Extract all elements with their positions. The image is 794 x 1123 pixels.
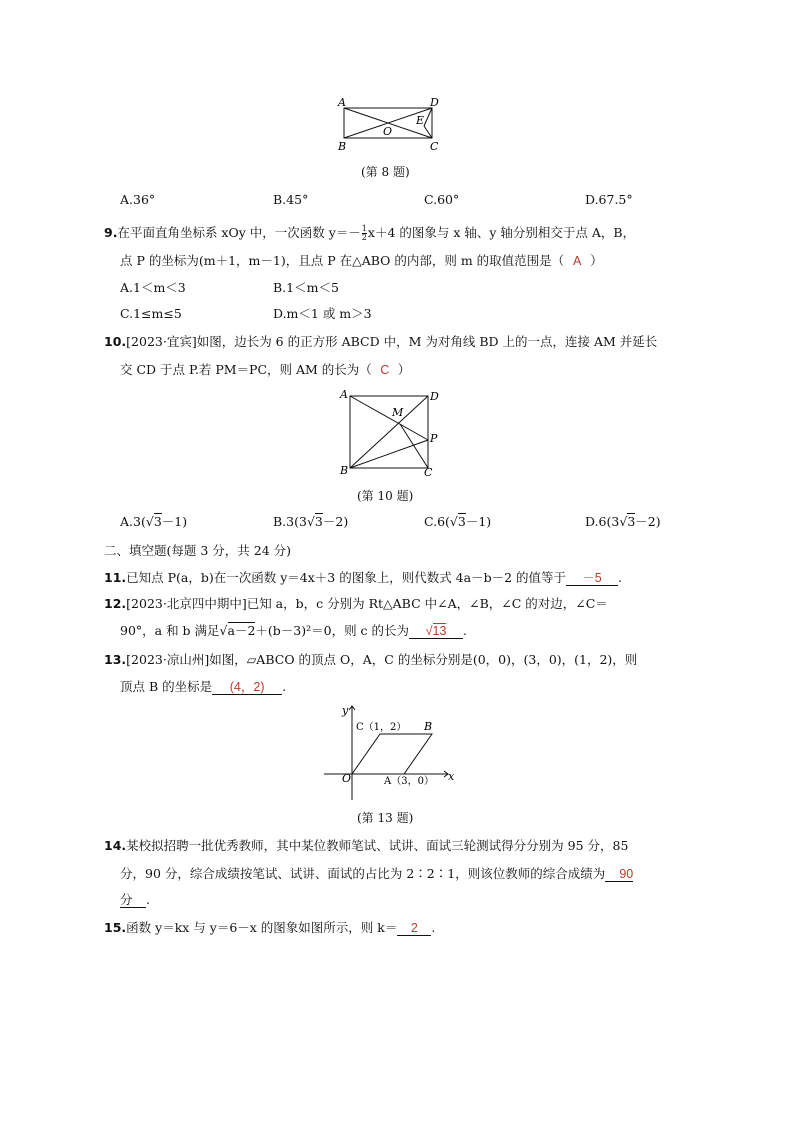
q13-line1 bbox=[104, 654, 637, 667]
q9-line1 bbox=[104, 225, 635, 242]
option-b-pre: B.3(3 bbox=[273, 514, 307, 529]
option-d-post: －2) bbox=[635, 514, 661, 529]
diagonal-bd bbox=[350, 396, 428, 468]
q8-option-c: C.60° bbox=[424, 192, 460, 207]
caption-fig13: (第 13 题) bbox=[357, 811, 414, 825]
q14-text: 某校拟招聘一批优秀教师，其中某位教师笔试、试讲、面试三轮测试得分分别为 95 分，85 bbox=[126, 838, 629, 853]
q13-end: . bbox=[282, 679, 287, 694]
figure-13 bbox=[318, 700, 460, 804]
q11-end: . bbox=[618, 570, 623, 585]
q14-line2 bbox=[120, 868, 633, 882]
q12-number: 12. bbox=[104, 596, 127, 611]
q13-number: 13. bbox=[104, 652, 127, 667]
label-b: B bbox=[340, 464, 349, 477]
q8-option-d: D.67.5° bbox=[585, 192, 633, 207]
q12-text: [2023·北京四中期中]已知 a，b，c 分别为 Rt△ABC 中∠A，∠B，∠C 的对边，∠C＝ bbox=[126, 596, 608, 611]
option-c-post: －1) bbox=[465, 514, 492, 529]
option-a-rad: 3 bbox=[153, 514, 162, 529]
q9-line2 bbox=[120, 255, 603, 268]
q8-option-a: A.36° bbox=[120, 192, 156, 207]
q11-line bbox=[104, 572, 622, 586]
label-o: O bbox=[342, 772, 352, 785]
segment-bp bbox=[350, 440, 428, 468]
sqrt-icon: √ bbox=[306, 514, 315, 529]
q10-option-a bbox=[120, 516, 187, 529]
q12-answer bbox=[409, 625, 463, 639]
q15-number: 15. bbox=[104, 920, 127, 935]
sqrt-icon: √ bbox=[145, 514, 154, 529]
label-x: x bbox=[448, 770, 455, 783]
q9-number: 9. bbox=[104, 225, 118, 240]
label-a: A（3，0） bbox=[384, 776, 434, 787]
q9-answer: A bbox=[573, 254, 582, 268]
q9-option-a: A.1＜m＜3 bbox=[120, 280, 186, 295]
q14-answer-b: 分 bbox=[120, 894, 146, 908]
q9-line2-post: ） bbox=[590, 253, 603, 268]
q15-answer: 2 bbox=[397, 922, 431, 936]
label-b: B bbox=[338, 140, 347, 153]
sqrt-icon: √ bbox=[219, 623, 228, 638]
q10-option-d bbox=[585, 516, 661, 529]
label-c: C bbox=[424, 466, 433, 478]
label-a: A bbox=[338, 96, 346, 109]
q15-text: 函数 y＝kx 与 y＝6－x 的图象如图所示，则 k＝ bbox=[126, 920, 398, 935]
q14-number: 14. bbox=[104, 838, 127, 853]
label-c: C（1，2） bbox=[356, 722, 407, 733]
option-d-rad: 3 bbox=[627, 514, 636, 529]
q9-fraction bbox=[362, 225, 367, 242]
option-b-rad: 3 bbox=[314, 514, 323, 529]
q9-frac-den: 2 bbox=[361, 233, 367, 242]
option-a-pre: A.3( bbox=[120, 514, 146, 529]
label-p: P bbox=[430, 432, 438, 445]
sqrt-icon: √ bbox=[425, 624, 433, 638]
label-d: D bbox=[430, 96, 439, 109]
q10-answer: C bbox=[380, 363, 390, 377]
label-y: y bbox=[342, 704, 349, 717]
caption-fig8: (第 8 题) bbox=[361, 165, 410, 179]
option-b-post: －2) bbox=[322, 514, 349, 529]
q14-answer-a: 90 bbox=[605, 868, 633, 882]
option-c-rad: 3 bbox=[457, 514, 466, 529]
sqrt-icon: √ bbox=[619, 514, 628, 529]
q10-option-c bbox=[424, 516, 491, 529]
figure-10 bbox=[336, 386, 446, 478]
q13-text: [2023·凉山州]如图，▱ABCO 的顶点 O，A，C 的坐标分别是(0，0)，(3，0)，(1，2)，则 bbox=[126, 652, 638, 667]
q9-text-post: x＋4 的图象与 x 轴、y 轴分别相交于点 A，B， bbox=[367, 225, 636, 240]
q11-answer: －5 bbox=[566, 572, 618, 586]
q10-line2-pre: 交 CD 于点 P.若 PM＝PC，则 AM 的长为（ bbox=[120, 362, 372, 377]
label-a: A bbox=[340, 388, 348, 401]
caption-fig10: (第 10 题) bbox=[357, 489, 414, 503]
q10-line2 bbox=[120, 364, 410, 377]
q12-answer-rad: 13 bbox=[432, 624, 447, 638]
q11-text: 已知点 P(a，b)在一次函数 y＝4x＋3 的图象上，则代数式 4a－b－2 的值等于 bbox=[126, 570, 567, 585]
q15-end: . bbox=[431, 920, 436, 935]
q13-answer: (4，2) bbox=[212, 681, 282, 695]
label-b: B bbox=[424, 720, 433, 733]
q12-line2-pre: 90°，a 和 b 满足 bbox=[120, 623, 220, 638]
sqrt-icon: √ bbox=[449, 514, 458, 529]
figure-8 bbox=[330, 94, 450, 156]
q9-text-pre: 在平面直角坐标系 xOy 中，一次函数 y＝－ bbox=[117, 225, 361, 240]
q12-line2-mid: ＋(b－3)²＝0，则 c 的长为 bbox=[255, 623, 410, 638]
q12-end: . bbox=[463, 623, 468, 638]
q12-line1 bbox=[104, 598, 608, 611]
q14-line1 bbox=[104, 840, 628, 853]
q10-text: [2023·宜宾]如图，边长为 6 的正方形 ABCD 中，M 为对角线 BD 上的一点，连接 AM 并延长 bbox=[126, 334, 658, 349]
option-a-post: －1) bbox=[161, 514, 188, 529]
q10-line1 bbox=[104, 336, 657, 349]
q13-line2-pre: 顶点 B 的坐标是 bbox=[120, 679, 213, 694]
label-d: D bbox=[430, 390, 439, 403]
q10-line2-post: ） bbox=[397, 362, 411, 377]
option-d-pre: D.6(3 bbox=[585, 514, 620, 529]
label-o: O bbox=[383, 125, 393, 138]
q9-line2-pre: 点 P 的坐标为(m＋1，m－1)，且点 P 在△ABO 的内部，则 m 的取值范围是（ bbox=[120, 253, 565, 268]
q14-line3 bbox=[120, 894, 150, 908]
section-heading: 二、填空题(每题 3 分，共 24 分) bbox=[104, 543, 292, 558]
segment-ap bbox=[350, 396, 428, 440]
q9-frac-num: 1 bbox=[361, 224, 367, 233]
parallelogram-abco bbox=[352, 734, 432, 774]
q14-line2-pre: 分，90 分，综合成绩按笔试、试讲、面试的占比为 2∶2∶1，则该位教师的综合成绩为 bbox=[120, 866, 606, 881]
q12-radicand: a－2 bbox=[227, 623, 256, 638]
q11-number: 11. bbox=[104, 570, 127, 585]
label-m: M bbox=[392, 406, 404, 419]
q13-line2 bbox=[120, 681, 286, 695]
q9-option-c: C.1≤m≤5 bbox=[120, 306, 182, 321]
q10-number: 10. bbox=[104, 334, 127, 349]
label-c: C bbox=[430, 140, 439, 153]
q10-option-b bbox=[273, 516, 348, 529]
option-c-pre: C.6( bbox=[424, 514, 450, 529]
q14-end: . bbox=[146, 892, 150, 907]
q15-line bbox=[104, 922, 435, 936]
q9-option-b: B.1＜m＜5 bbox=[273, 280, 339, 295]
q9-option-d: D.m＜1 或 m＞3 bbox=[273, 306, 372, 321]
q12-line2 bbox=[120, 625, 467, 639]
q8-option-b: B.45° bbox=[273, 192, 309, 207]
label-e: E bbox=[416, 114, 425, 127]
segment-mc bbox=[400, 424, 428, 468]
